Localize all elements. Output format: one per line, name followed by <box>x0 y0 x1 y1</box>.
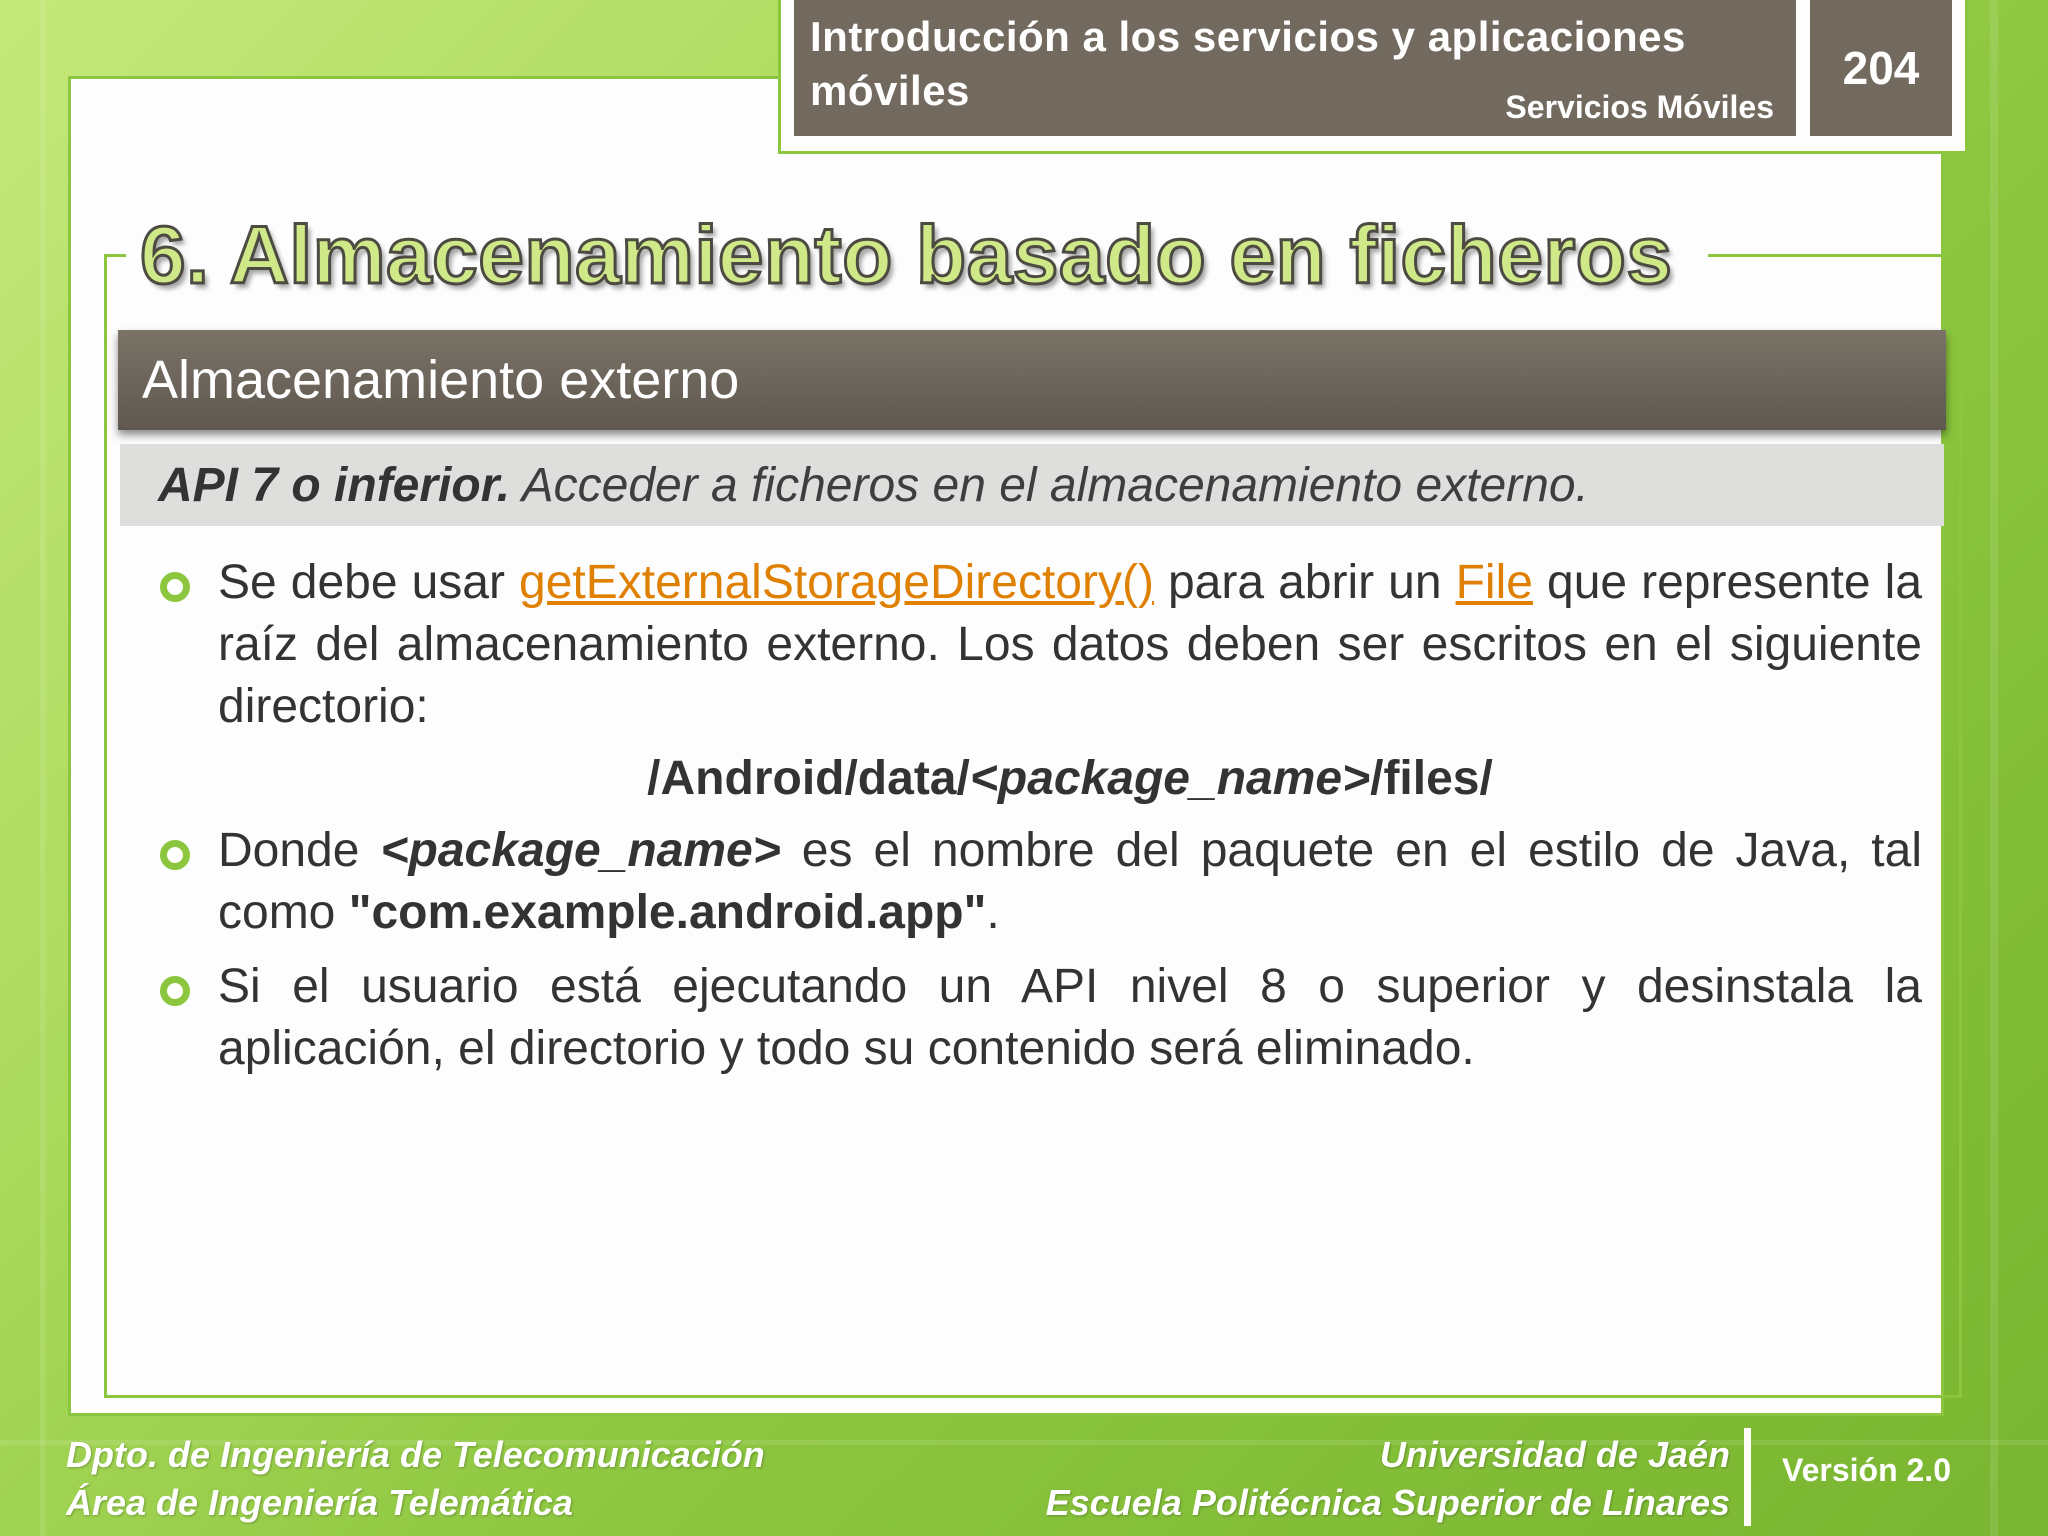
bullet-text: . <box>986 886 1000 939</box>
external-storage-link[interactable]: getExternalStorageDirectory() <box>519 556 1154 609</box>
footer-university: Universidad de Jaén <box>1379 1434 1730 1475</box>
file-link[interactable]: File <box>1455 556 1533 609</box>
bullet-text: que represente la raíz del almacenamiento externo. Los datos deben ser escritos en el siguiente directorio: <box>218 556 1923 733</box>
bullet-ring-icon <box>160 976 190 1006</box>
header-title-box <box>794 0 1796 136</box>
section-bar <box>118 330 1946 430</box>
footer-department: Dpto. de Ingeniería de Telecomunicación <box>66 1434 765 1475</box>
bullet-item <box>160 820 1922 944</box>
section-title: Almacenamiento externo <box>142 350 740 410</box>
page-number: 204 <box>1842 42 1920 94</box>
frame-left <box>104 254 107 1398</box>
frame-right <box>1959 254 1962 1398</box>
bullet-text: Se debe usar <box>218 556 520 609</box>
footer-area: Área de Ingeniería Telemática <box>66 1482 573 1523</box>
bullet-text: Si el usuario está ejecutando un API nivel 8 o superior y desinstala la aplicación, el directorio y todo su contenido será eliminado. <box>218 960 1922 1075</box>
background-stripe <box>40 0 46 1536</box>
course-subtitle: Servicios Móviles <box>1505 89 1774 125</box>
course-title: Introducción a los servicios y aplicaciones móviles <box>810 13 1686 114</box>
path-part: /Android/data/ <box>647 752 970 805</box>
path-part: /files/ <box>1370 752 1493 805</box>
package-example: "com.example.android.app" <box>348 886 987 939</box>
frame-top-right <box>1708 254 1962 257</box>
bullet-ring-icon <box>160 840 190 870</box>
api-note-bar <box>120 444 1944 526</box>
package-name-term: <package_name> <box>380 824 781 877</box>
bullet-text: es el nombre del paquete en el estilo de Java, tal como <box>218 824 1923 939</box>
footer-separator <box>1744 1428 1751 1526</box>
slide-title: 6. Almacenamiento basado en ficheros <box>140 210 1673 301</box>
version-label: Versión 2.0 <box>1782 1452 1951 1488</box>
directory-path <box>218 748 1922 810</box>
bullet-item <box>160 956 1922 1080</box>
api-note-bold: API 7 o inferior. <box>158 458 511 512</box>
api-note-text: Acceder a ficheros en el almacenamiento externo. <box>510 458 1589 512</box>
frame-bottom <box>104 1395 1962 1398</box>
api-note <box>158 458 1589 513</box>
background-stripe <box>1990 0 1998 1536</box>
path-package-name: <package_name> <box>969 752 1371 805</box>
page-number-box <box>1810 0 1952 136</box>
frame-top-left <box>104 254 126 257</box>
footer-school: Escuela Politécnica Superior de Linares <box>1045 1482 1730 1523</box>
bullet-item <box>160 552 1922 738</box>
bullet-ring-icon <box>160 572 190 602</box>
bullet-text: para abrir un <box>1153 556 1456 609</box>
slide-content <box>160 552 1922 1080</box>
bullet-text: Donde <box>218 824 381 877</box>
